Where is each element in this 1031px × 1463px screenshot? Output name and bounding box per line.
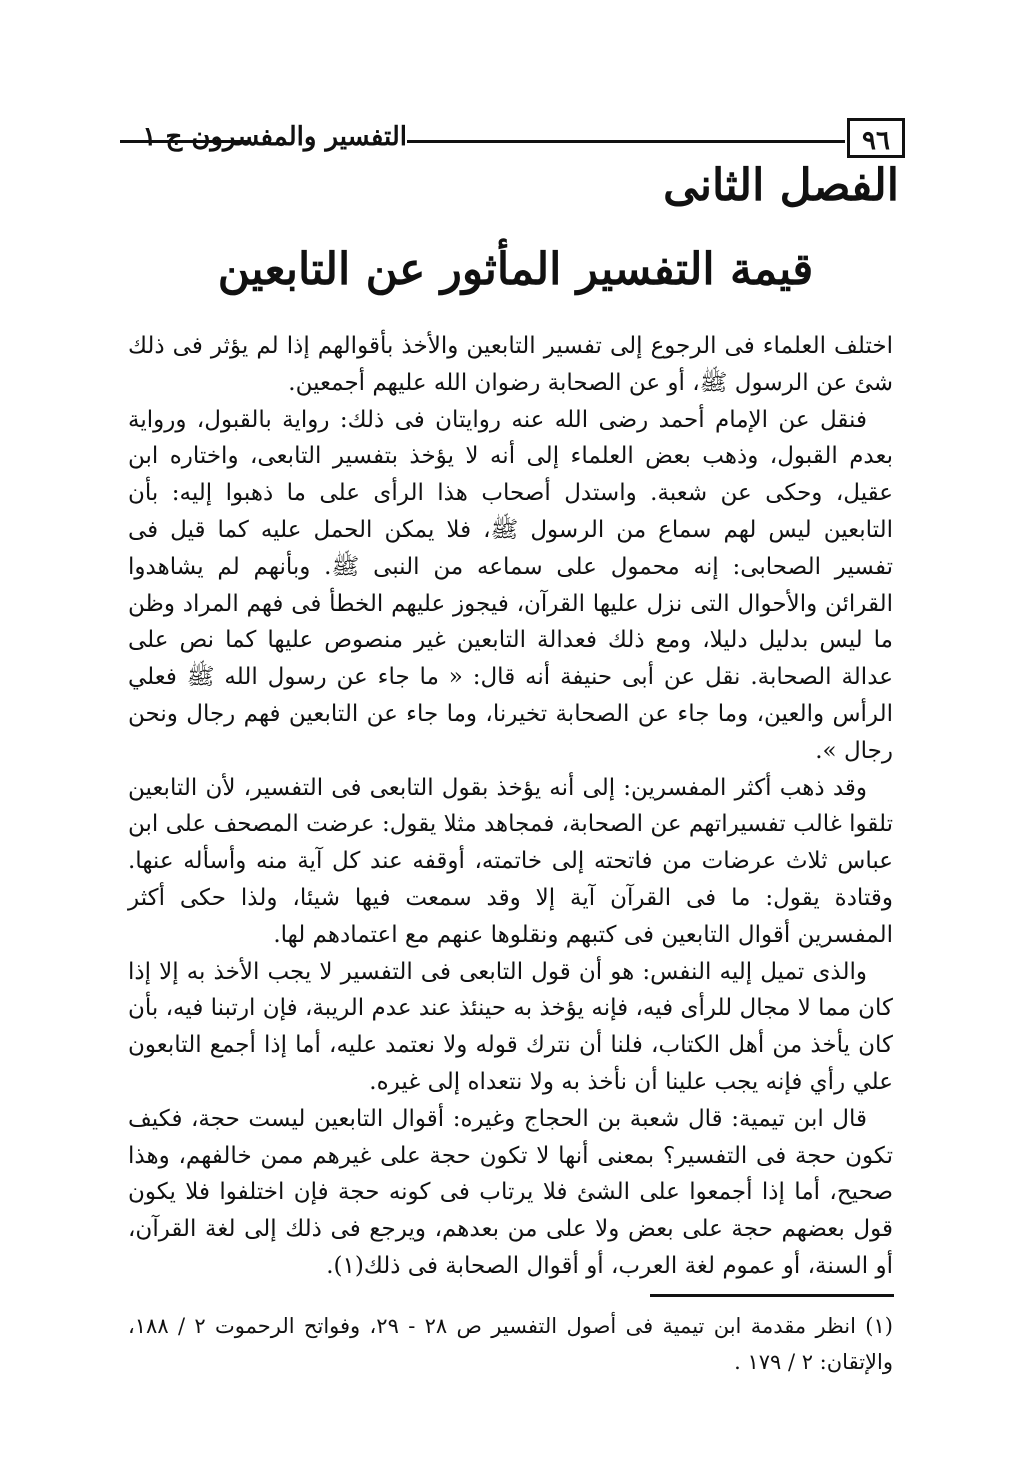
footnote-text: (١) انظر مقدمة ابن تيمية فى أصول التفسير ص ٢٨ - ٢٩، وفواتح الرحموت ٢ / ١٨٨، والإتقان: ٢ / ١٧٩ . xyxy=(128,1314,893,1374)
running-header xyxy=(120,118,905,164)
paragraph: والذى تميل إليه النفس: هو أن قول التابعى فى التفسير لا يجب الأخذ به إلا إذا كان مما لا مجال للرأى فيه، فإنه يؤخذ به حينئذ عند عدم الريبة، فإن ارتبنا فيه، بأن كان يأخذ من أهل الكتاب، فلنا أن نترك قوله ولا نعتمد عليه، أما إذا أجمع التابعون علي رأي فإنه يجب علينا أن نأخذ به ولا نتعداه إلى غيره. xyxy=(128,958,893,1095)
page-number: ٩٦ xyxy=(847,118,905,158)
chapter-heading: الفصل الثانى xyxy=(663,160,899,211)
paragraph: فنقل عن الإمام أحمد رضى الله عنه روايتان فى ذلك: رواية بالقبول، ورواية بعدم القبول، وذهب بعض العلماء إلى أنه لا يؤخذ بتفسير التابعى، واختاره ابن عقيل، وحكى عن شعبة. واستدل أصحاب هذا الرأى على ما ذهبوا إليه: بأن التابعين ليس لهم سماع من الرسول ﷺ، فلا يمكن الحمل عليه كما قيل فى تفسير الصحابى: إنه محمول على سماعه من النبى ﷺ. وبأنهم لم يشاهدوا القرائن والأحوال التى نزل عليها القرآن، فيجوز عليهم الخطأ فى فهم المراد وظن ما ليس بدليل دليلا، ومع ذلك فعدالة التابعين غير منصوص عليها كما نص على عدالة الصحابة. نقل عن أبى حنيفة أنه قال: « ما جاء عن رسول الله ﷺ فعلي الرأس والعين، وما جاء عن الصحابة تخيرنا، وما جاء عن التابعين فهم رجال ونحن رجال ». xyxy=(128,406,893,764)
footnote xyxy=(128,1308,893,1380)
running-title: التفسير والمفسرون ج ١ xyxy=(142,122,407,152)
header-rule-middle xyxy=(407,140,845,143)
footnote-rule xyxy=(650,1294,894,1297)
paragraph: وقد ذهب أكثر المفسرين: إلى أنه يؤخذ بقول التابعى فى التفسير، لأن التابعين تلقوا غالب تفسيراتهم عن الصحابة، فمجاهد مثلا يقول: عرضت المصحف على ابن عباس ثلاث عرضات من فاتحته إلى خاتمته، أوقفه عند كل آية منه وأسأله عنها. وقتادة يقول: ما فى القرآن آية إلا وقد سمعت فيها شيئا، ولذا حكى أكثر المفسرين أقوال التابعين فى كتبهم ونقلوها عنهم مع اعتمادهم لها. xyxy=(128,774,893,948)
paragraph: قال ابن تيمية: قال شعبة بن الحجاج وغيره: أقوال التابعين ليست حجة، فكيف تكون حجة فى التفسير؟ بمعنى أنها لا تكون حجة على غيرهم ممن خالفهم، وهذا صحيح، أما إذا أجمعوا على الشئ فلا يرتاب فى كونه حجة فإن اختلفوا فلا يكون قول بعضهم حجة على بعض ولا على من بعدهم، ويرجع فى ذلك إلى لغة القرآن، أو السنة، أو عموم لغة العرب، أو أقوال الصحابة فى ذلك(١). xyxy=(128,1105,893,1279)
chapter-title: قيمة التفسير المأثور عن التابعين xyxy=(217,244,814,295)
paragraph: اختلف العلماء فى الرجوع إلى تفسير التابعين والأخذ بأقوالهم إذا لم يؤثر فى ذلك شئ عن الرسول ﷺ، أو عن الصحابة رضوان الله عليهم أجمعين. xyxy=(128,333,893,396)
body-text xyxy=(128,328,893,1285)
